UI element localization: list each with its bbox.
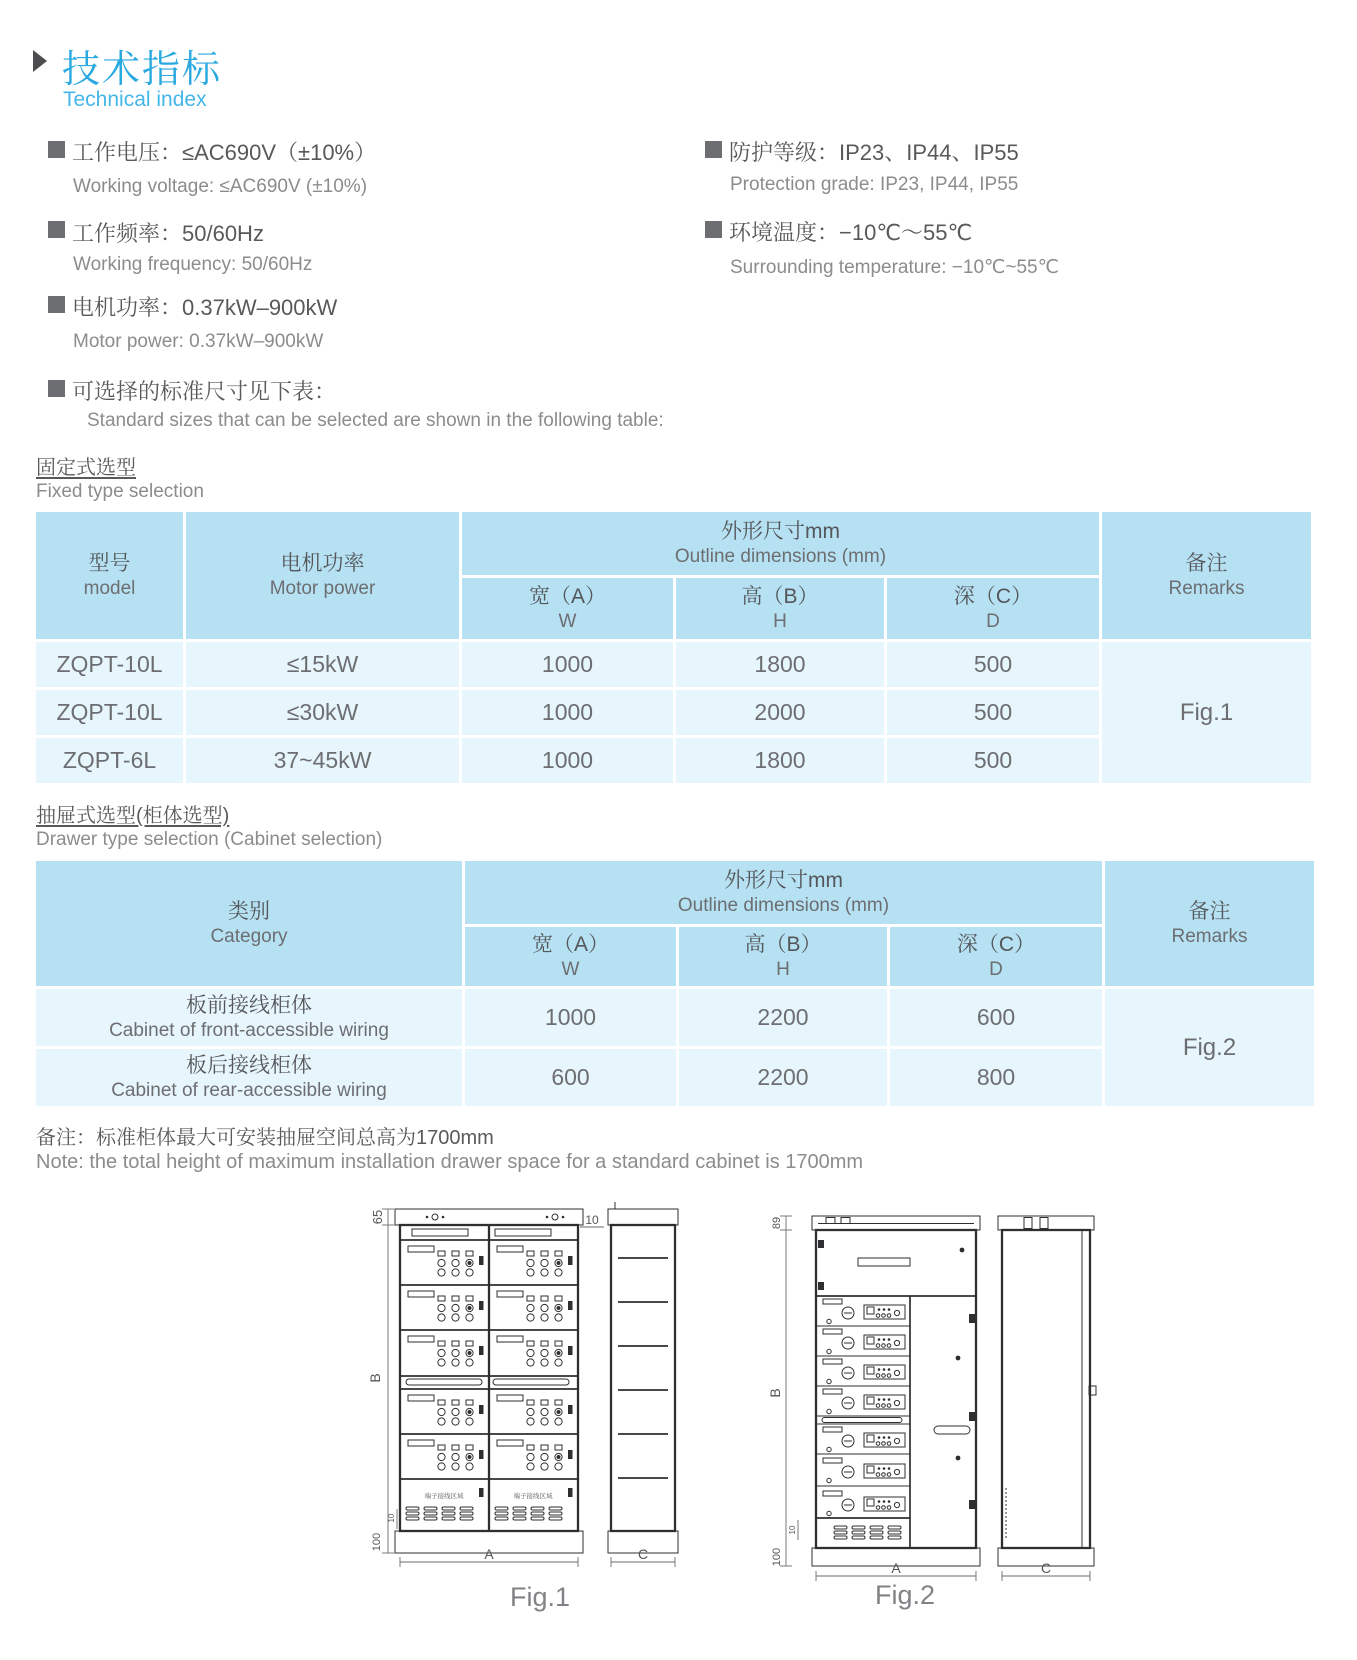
- fig2-caption: Fig.2: [874, 1580, 936, 1610]
- cell-width: 600: [464, 1048, 678, 1108]
- fig1-dimensions: [367, 1209, 675, 1567]
- cell-depth: 500: [886, 641, 1101, 689]
- spec-motor-power-en: Motor power: 0.37kW–900kW: [73, 331, 324, 352]
- cell-height: 1800: [675, 737, 886, 785]
- section-fixed-type-cn: 固定式选型: [36, 457, 136, 479]
- bullet-square-icon: [48, 296, 65, 313]
- table-row: [35, 988, 1316, 1048]
- fig2-side-view: [998, 1216, 1096, 1566]
- cell-model: ZQPT-6L: [35, 737, 185, 785]
- fig1-dim-base: 100: [371, 1532, 383, 1552]
- fixed-type-table: [33, 509, 1314, 786]
- note-en: Note: the total height of maximum installation drawer space for a standard cabinet is 1700mm: [36, 1151, 864, 1173]
- cell-category: 板后接线柜体 Cabinet of rear-accessible wiring: [35, 1048, 464, 1108]
- cell-category: 板前接线柜体 Cabinet of front-accessible wiring: [35, 988, 464, 1048]
- section-drawer-type-en: Drawer type selection (Cabinet selection): [36, 829, 383, 850]
- cell-remark-fig2: Fig.2: [1104, 988, 1316, 1108]
- cell-height: 2200: [678, 1048, 889, 1108]
- cell-height: 2200: [678, 988, 889, 1048]
- cell-height: 2000: [675, 689, 886, 737]
- cell-power: ≤30kW: [185, 689, 461, 737]
- col-header-width: 宽（A） W: [461, 577, 675, 641]
- fig1-dim-height: B: [367, 1373, 383, 1383]
- fig1-front-view: [395, 1209, 583, 1553]
- col-header-motor-power: 电机功率 Motor power: [185, 511, 461, 641]
- col-header-outline-dimensions: 外形尺寸mm Outline dimensions (mm): [461, 511, 1101, 577]
- fig1-side-view: [608, 1202, 678, 1553]
- fig1-terminal-label: 端子接线区域: [513, 1493, 553, 1500]
- cell-width: 1000: [464, 988, 678, 1048]
- col-header-outline-dimensions: 外形尺寸mm Outline dimensions (mm): [464, 860, 1104, 926]
- spec-surrounding-temp-cn: 环境温度：−10℃～55℃: [729, 220, 973, 245]
- fig2-dim-inner: 10: [788, 1525, 797, 1535]
- bullet-square-icon: [48, 221, 65, 238]
- fig1-terminal-label: 端子接线区域: [424, 1493, 464, 1500]
- spec-working-voltage-en: Working voltage: ≤AC690V (±10%): [73, 176, 368, 197]
- col-header-depth: 深（C） D: [886, 577, 1101, 641]
- fig1-caption: Fig.1: [509, 1582, 571, 1612]
- spec-surrounding-temp-en: Surrounding temperature: −10℃~55℃: [730, 257, 1059, 278]
- col-header-category: 类别 Category: [35, 860, 464, 988]
- col-header-height: 高（B） H: [675, 577, 886, 641]
- col-header-width: 宽（A） W: [464, 926, 678, 988]
- col-header-remarks: 备注 Remarks: [1104, 860, 1316, 988]
- col-header-remarks: 备注 Remarks: [1101, 511, 1313, 641]
- bullet-square-icon: [48, 380, 65, 397]
- cell-power: 37~45kW: [185, 737, 461, 785]
- col-header-depth: 深（C） D: [889, 926, 1104, 988]
- bullet-square-icon: [705, 141, 722, 158]
- cell-height: 1800: [675, 641, 886, 689]
- fig2-dim-height: B: [767, 1388, 783, 1398]
- page-subtitle: Technical index: [63, 88, 207, 111]
- cell-power: ≤15kW: [185, 641, 461, 689]
- fig1-cabinet-drawing: [340, 1196, 690, 1574]
- cell-depth: 600: [889, 988, 1104, 1048]
- fig2-dim-depth: C: [1040, 1560, 1052, 1576]
- cell-remark-fig1: Fig.1: [1101, 641, 1313, 785]
- cell-width: 1000: [461, 689, 675, 737]
- spec-standard-sizes-cn: 可选择的标准尺寸见下表：: [72, 379, 337, 404]
- spec-working-voltage-cn: 工作电压：≤AC690V（±10%）: [72, 140, 377, 165]
- title-arrow-icon: [33, 50, 47, 72]
- fig1-dim-width: A: [484, 1546, 494, 1562]
- note-cn: 备注：标准柜体最大可安装抽屉空间总高为1700mm: [36, 1127, 494, 1149]
- cell-depth: 500: [886, 737, 1101, 785]
- page-title: 技术指标: [62, 49, 223, 91]
- spec-protection-grade-cn: 防护等级：IP23、IP44、IP55: [729, 140, 1019, 165]
- col-header-height: 高（B） H: [678, 926, 889, 988]
- drawer-type-table: [33, 858, 1317, 1109]
- bullet-square-icon: [705, 221, 722, 238]
- col-header-model: 型号 model: [35, 511, 185, 641]
- cell-depth: 500: [886, 689, 1101, 737]
- fig1-dim-depth: C: [637, 1546, 649, 1562]
- fig1-dim-top-right: 10: [585, 1213, 599, 1227]
- fig2-cabinet-drawing: [740, 1188, 1110, 1588]
- fig1-dim-top: 65: [370, 1209, 385, 1225]
- section-drawer-type-cn: 抽屉式选型(柜体选型): [36, 805, 230, 827]
- cell-depth: 800: [889, 1048, 1104, 1108]
- section-fixed-type-en: Fixed type selection: [36, 481, 204, 502]
- cell-width: 1000: [461, 641, 675, 689]
- bullet-square-icon: [48, 141, 65, 158]
- fig1-dim-inner: 10: [387, 1513, 396, 1523]
- spec-protection-grade-en: Protection grade: IP23, IP44, IP55: [730, 174, 1019, 195]
- fig2-front-view: [812, 1216, 980, 1566]
- spec-working-frequency-en: Working frequency: 50/60Hz: [73, 254, 313, 275]
- cell-width: 1000: [461, 737, 675, 785]
- spec-motor-power-cn: 电机功率：0.37kW–900kW: [72, 295, 338, 320]
- spec-working-frequency-cn: 工作频率：50/60Hz: [72, 221, 264, 246]
- table-row: [35, 641, 1313, 689]
- fig2-dim-top: 89: [771, 1216, 783, 1230]
- cell-model: ZQPT-10L: [35, 641, 185, 689]
- spec-standard-sizes-en: Standard sizes that can be selected are shown in the following table:: [87, 410, 664, 431]
- fig2-dim-width: A: [891, 1560, 901, 1576]
- cell-model: ZQPT-10L: [35, 689, 185, 737]
- fig2-dim-base: 100: [771, 1547, 783, 1567]
